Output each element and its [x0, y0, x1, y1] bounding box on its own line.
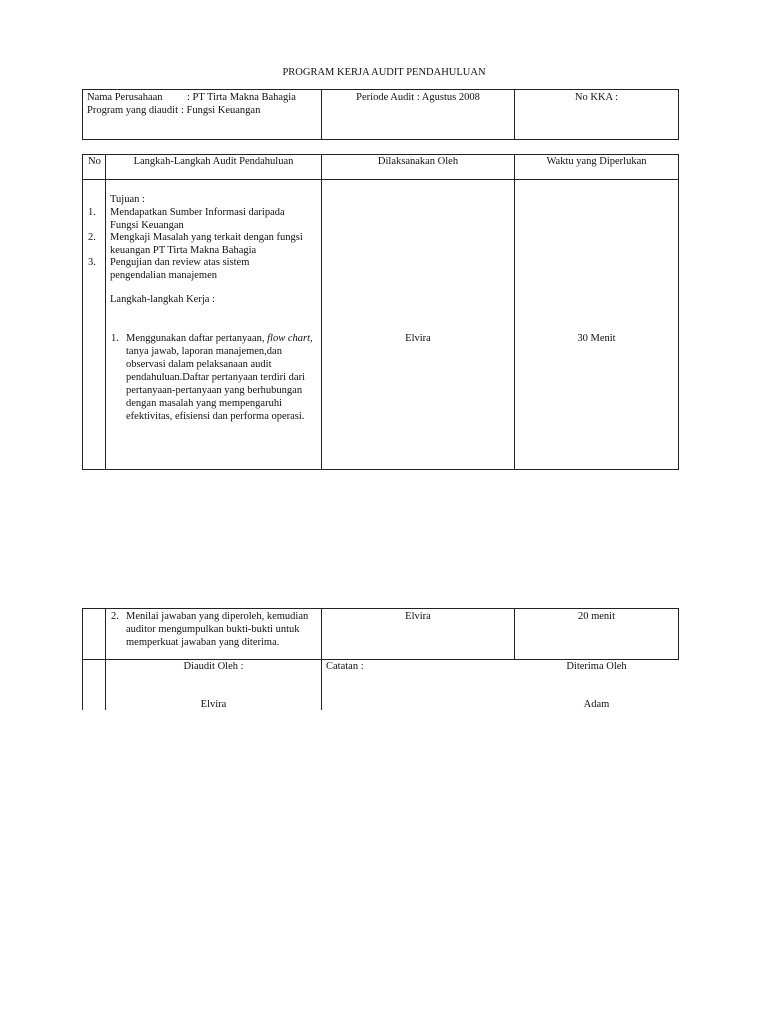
program-label: Program yang diaudit: [87, 105, 178, 116]
step-time: 30 Menit: [577, 333, 616, 344]
step-text: Menggunakan daftar pertanyaan,: [126, 333, 268, 344]
bottom-table-top-border: [82, 608, 679, 609]
col-header-no: No: [88, 156, 101, 167]
col-divider-3: [514, 154, 515, 470]
program-value: : Fungsi Keuangan: [181, 105, 261, 116]
objective-item: Mengkaji Masalah yang terkait dengan fungsi keuangan PT Tirta Makna Bahagia: [110, 232, 303, 256]
notes-label: Catatan :: [326, 661, 364, 672]
objective-label: Tujuan :: [110, 194, 145, 205]
step-time: 20 menit: [577, 611, 616, 622]
kka-number: No KKA :: [574, 92, 619, 103]
step-executed-by: Elvira: [405, 611, 431, 622]
col-divider-2: [321, 154, 322, 470]
audit-period: Periode Audit : Agustus 2008: [356, 92, 480, 103]
step-number: 2.: [111, 611, 119, 622]
step-description: [126, 332, 316, 423]
col-header-executed-by: Dilaksanakan Oleh: [377, 156, 459, 167]
step-number: 1.: [111, 333, 119, 344]
company-label: Nama Perusahaan: [87, 92, 163, 103]
audited-by-label: Diaudit Oleh :: [183, 661, 244, 672]
audited-by-name: Elvira: [200, 699, 227, 710]
step-executed-by: Elvira: [405, 333, 431, 344]
document-title: PROGRAM KERJA AUDIT PENDAHULUAN: [282, 67, 486, 78]
company-value: : PT Tirta Makna Bahagia: [187, 92, 296, 103]
work-steps-label: Langkah-langkah Kerja :: [110, 294, 215, 305]
table-header-separator: [82, 179, 679, 180]
col-header-steps: Langkah-Langkah Audit Pendahuluan: [133, 156, 294, 167]
col-header-time: Waktu yang Diperlukan: [546, 156, 647, 167]
step-description: Menilai jawaban yang diperoleh, kemudian auditor mengumpulkan bukti-bukti untuk memperkuat jawaban yang diterima.: [126, 611, 309, 648]
objective-item: Mendapatkan Sumber Informasi daripada Fungsi Keuangan: [110, 207, 285, 231]
col-divider-1: [105, 154, 106, 470]
objective-number: 1.: [88, 207, 96, 218]
objective-number: 3.: [88, 257, 96, 268]
received-by-name: Adam: [583, 699, 610, 710]
step-text-italic: flow chart: [267, 333, 310, 344]
step-text: , tanya jawab, laporan manajemen,dan observasi dalam pelaksanaan audit pendahuluan.Daftar pertanyaan terdiri dari pertanyaan-pertanyaan yang berhubungan dengan masalah yang mempengaruhi efektivitas, efisiensi dan performa operasi.: [126, 333, 313, 422]
objective-item: Pengujian dan review atas sistem pengendalian manajemen: [110, 257, 250, 281]
objective-number: 2.: [88, 232, 96, 243]
received-by-label: Diterima Oleh: [566, 661, 627, 672]
bottom-table-right-border: [678, 608, 679, 659]
